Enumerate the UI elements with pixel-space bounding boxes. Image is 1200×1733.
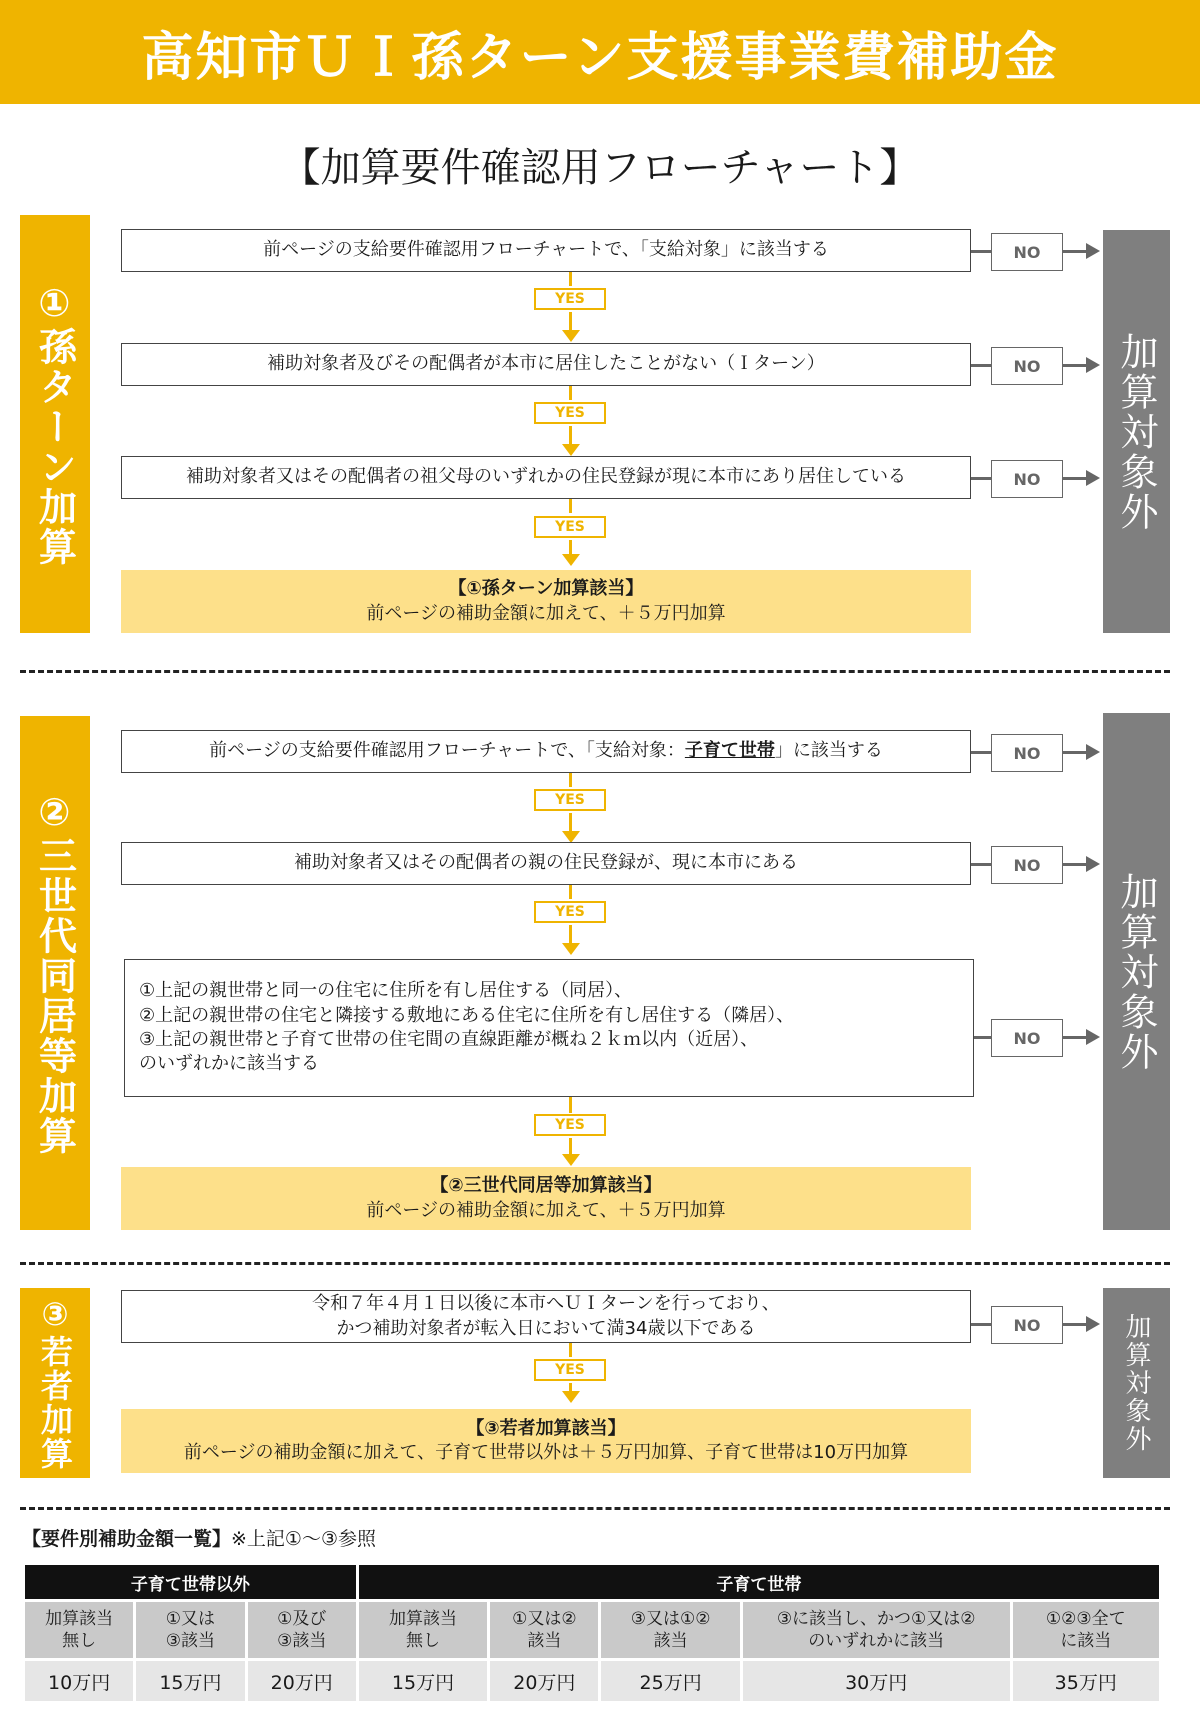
no-connector bbox=[971, 751, 991, 754]
section1-question-3: 補助対象者又はその配偶者の祖父母のいずれかの住民登録が現に本市にあり居住している bbox=[121, 456, 971, 499]
table-value-cell: 15万円 bbox=[359, 1661, 487, 1701]
yes-connector bbox=[569, 426, 572, 446]
no-connector bbox=[1063, 1323, 1088, 1326]
no-connector bbox=[1063, 1036, 1088, 1039]
section1-result-text: 前ページの補助金額に加えて、＋５万円加算 bbox=[366, 602, 726, 624]
arrow-down-icon bbox=[562, 554, 580, 566]
amount-table-title bbox=[22, 1524, 376, 1551]
arrow-down-icon bbox=[562, 1154, 580, 1166]
arrow-down-icon bbox=[562, 330, 580, 342]
table-value-cell: 20万円 bbox=[248, 1661, 356, 1701]
section2-question-1-post: 」に該当する bbox=[774, 740, 883, 762]
no-connector bbox=[1063, 863, 1088, 866]
section1-question-2: 補助対象者及びその配偶者が本市に居住したことがない（Ｉターン） bbox=[121, 343, 971, 386]
section1-result bbox=[121, 570, 971, 633]
yes-badge: YES bbox=[534, 1359, 606, 1381]
arrow-right-icon bbox=[1086, 744, 1100, 760]
table-label-cell: ①及び ③該当 bbox=[248, 1602, 356, 1658]
section2-question-3 bbox=[124, 959, 974, 1097]
table-value-cell: 25万円 bbox=[601, 1661, 739, 1701]
amount-table-note: ※上記①～③参照 bbox=[231, 1528, 377, 1550]
section1-side-label: ①孫ターン加算 bbox=[20, 215, 90, 633]
section2-question-3-line2: ②上記の親世帯の住宅と隣接する敷地にある住宅に住所を有し居住する（隣居）、 bbox=[139, 1004, 795, 1026]
table-group-header: 子育て世帯 bbox=[359, 1565, 1159, 1599]
section2-question-1-emphasis: 子育て世帯 bbox=[684, 740, 775, 762]
no-connector bbox=[971, 863, 991, 866]
no-connector bbox=[1063, 477, 1088, 480]
no-connector bbox=[971, 250, 991, 253]
amount-table-heading: 【要件別補助金額一覧】 bbox=[22, 1528, 232, 1550]
table-value-cell: 10万円 bbox=[25, 1661, 133, 1701]
section2-question-3-line3: ③上記の親世帯と子育て世帯の住宅間の直線距離が概ね２ｋｍ以内（近居）、 bbox=[139, 1029, 759, 1050]
no-badge: NO bbox=[991, 1019, 1063, 1057]
arrow-right-icon bbox=[1086, 357, 1100, 373]
yes-badge: YES bbox=[534, 516, 606, 538]
no-badge: NO bbox=[991, 1306, 1063, 1344]
no-connector bbox=[1063, 751, 1088, 754]
arrow-right-icon bbox=[1086, 1029, 1100, 1045]
arrow-down-icon bbox=[562, 1391, 580, 1403]
section2-result-title: 【②三世代同居等加算該当】 bbox=[430, 1175, 662, 1197]
amount-table bbox=[22, 1562, 1162, 1704]
table-label-cell: 加算該当 無し bbox=[359, 1602, 487, 1658]
no-connector bbox=[974, 1036, 991, 1039]
section1-question-1: 前ページの支給要件確認用フローチャートで、「支給対象」に該当する bbox=[121, 229, 971, 272]
table-value-cell: 30万円 bbox=[743, 1661, 1010, 1701]
page-header bbox=[0, 0, 1200, 104]
section1-exclude-label: 加算対象外 bbox=[1103, 230, 1170, 633]
no-connector bbox=[1063, 250, 1088, 253]
yes-connector bbox=[569, 925, 572, 945]
yes-connector bbox=[569, 1097, 572, 1113]
section3-question-1-line2: かつ補助対象者が転入日において満34歳以下である bbox=[336, 1317, 756, 1339]
yes-connector bbox=[569, 386, 572, 400]
no-badge: NO bbox=[991, 846, 1063, 884]
no-connector bbox=[971, 477, 991, 480]
section2-question-1-pre: 前ページの支給要件確認用フローチャートで、「支給対象： bbox=[209, 740, 685, 762]
yes-badge: YES bbox=[534, 789, 606, 811]
table-label-row bbox=[25, 1602, 1159, 1658]
no-connector bbox=[1063, 364, 1088, 367]
section-divider bbox=[20, 670, 1170, 673]
section3-question-1 bbox=[121, 1290, 971, 1343]
section3-result-title: 【③若者加算該当】 bbox=[466, 1417, 626, 1439]
table-value-cell: 35万円 bbox=[1013, 1661, 1159, 1701]
arrow-right-icon bbox=[1086, 470, 1100, 486]
arrow-down-icon bbox=[562, 943, 580, 955]
yes-badge: YES bbox=[534, 1114, 606, 1136]
yes-connector bbox=[569, 773, 572, 787]
section2-result-text: 前ページの補助金額に加えて、＋５万円加算 bbox=[366, 1199, 726, 1221]
table-label-cell: 加算該当 無し bbox=[25, 1602, 133, 1658]
section2-question-2: 補助対象者又はその配偶者の親の住民登録が、現に本市にある bbox=[121, 842, 971, 885]
table-header-row bbox=[25, 1565, 1159, 1599]
yes-connector bbox=[569, 272, 572, 286]
no-badge: NO bbox=[991, 347, 1063, 385]
no-badge: NO bbox=[991, 734, 1063, 772]
table-label-cell: ①②③全て に該当 bbox=[1013, 1602, 1159, 1658]
no-connector bbox=[971, 364, 991, 367]
section3-exclude-label: 加算対象外 bbox=[1103, 1288, 1170, 1478]
arrow-right-icon bbox=[1086, 856, 1100, 872]
yes-connector bbox=[569, 813, 572, 833]
section3-result-text: 前ページの補助金額に加えて、子育て世帯以外は＋５万円加算、子育て世帯は10万円加算 bbox=[183, 1442, 909, 1463]
arrow-right-icon bbox=[1086, 243, 1100, 259]
no-badge: NO bbox=[991, 233, 1063, 271]
section2-question-3-line4: のいずれかに該当する bbox=[139, 1053, 319, 1075]
table-label-cell: ③又は①② 該当 bbox=[601, 1602, 739, 1658]
no-connector bbox=[971, 1323, 991, 1326]
yes-connector bbox=[569, 312, 572, 332]
yes-connector bbox=[569, 885, 572, 899]
section2-question-1 bbox=[121, 730, 971, 773]
yes-badge: YES bbox=[534, 901, 606, 923]
table-value-cell: 15万円 bbox=[136, 1661, 244, 1701]
arrow-down-icon bbox=[562, 444, 580, 456]
section3-side-label: ③若者加算 bbox=[20, 1288, 90, 1478]
section2-exclude-label: 加算対象外 bbox=[1103, 713, 1170, 1230]
arrow-right-icon bbox=[1086, 1316, 1100, 1332]
section3-result bbox=[121, 1409, 971, 1473]
section2-side-label: ②三世代同居等加算 bbox=[20, 716, 90, 1230]
table-value-row bbox=[25, 1661, 1159, 1701]
section1-result-title: 【①孫ターン加算該当】 bbox=[448, 578, 644, 600]
yes-connector bbox=[569, 499, 572, 513]
yes-connector bbox=[569, 1343, 572, 1357]
page-title: 高知市ＵＩ孫ターン支援事業費補助金 bbox=[141, 27, 1059, 88]
section3-question-1-line1: 令和７年４月１日以後に本市へＵＩターンを行っており、 bbox=[312, 1293, 780, 1315]
section2-result bbox=[121, 1167, 971, 1230]
chart-subtitle: 【加算要件確認用フローチャート】 bbox=[280, 145, 920, 191]
table-group-header: 子育て世帯以外 bbox=[25, 1565, 356, 1599]
no-badge: NO bbox=[991, 460, 1063, 498]
table-value-cell: 20万円 bbox=[490, 1661, 598, 1701]
yes-badge: YES bbox=[534, 288, 606, 310]
section-divider bbox=[20, 1262, 1170, 1265]
yes-badge: YES bbox=[534, 402, 606, 424]
section2-question-3-line1: ①上記の親世帯と同一の住宅に住所を有し居住する（同居）、 bbox=[139, 980, 633, 1002]
table-label-cell: ③に該当し、かつ①又は② のいずれかに該当 bbox=[743, 1602, 1010, 1658]
table-label-cell: ①又は ③該当 bbox=[136, 1602, 244, 1658]
table-label-cell: ①又は② 該当 bbox=[490, 1602, 598, 1658]
section-divider bbox=[20, 1507, 1170, 1510]
